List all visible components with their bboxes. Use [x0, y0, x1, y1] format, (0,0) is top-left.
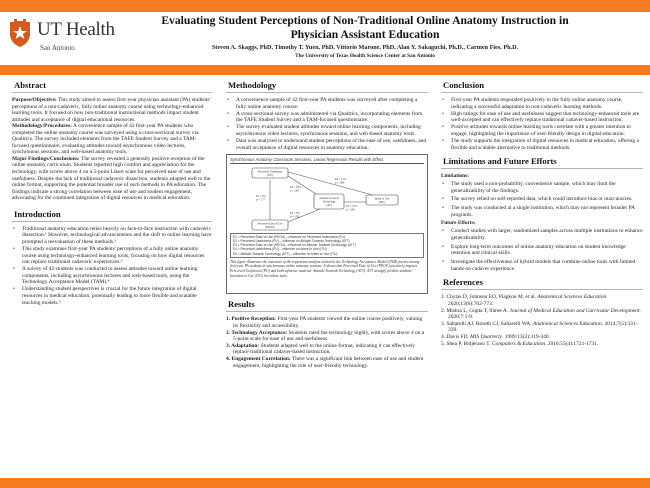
- header-accent-bar: [0, 65, 650, 75]
- list-item: • High ratings for ease of use and usefulness suggest that technology-enhanced tools are well-accepted and can effectively replace traditional cadaver-based instruction.: [441, 111, 643, 124]
- svg-text:Attitude Towards: Attitude Towards: [319, 197, 339, 201]
- logo-subtitle: San Antonio: [40, 44, 75, 52]
- svg-text:p < .001: p < .001: [346, 208, 356, 212]
- future-efforts-subheading: Future Efforts:: [441, 220, 476, 227]
- svg-text:(PU): (PU): [267, 174, 273, 178]
- list-item: • Conduct studies with larger, randomized samples across multiple institutions to enhance generalizability.: [441, 228, 643, 241]
- list-item: • The study was conducted at a single institution, which may not represent broader PA programs.: [441, 205, 643, 218]
- limitations-section: [441, 156, 643, 272]
- title-block: [90, 14, 640, 59]
- svg-text:E3 = 9%: E3 = 9%: [290, 212, 300, 216]
- list-item: • Data was analyzed to understand student perceptions of the ease of use, usefulness, and overall acceptance of digital resources in anatomy education.: [226, 138, 428, 151]
- list-item: • The survey relied on self-reported data, which could introduce bias or inaccuracies.: [441, 196, 643, 203]
- list-item: • A survey of 42 students was conducted to assess attitudes toward online learning components, including asynchronous lectures and web-based tools, using the Technology Acceptance Model (TAM).⁴: [12, 266, 212, 286]
- future-efforts-list: [441, 228, 643, 272]
- abstract-heading: Abstract: [12, 80, 212, 93]
- legend-item: E1 = Perceived Ease of Use (PEOU) – influence on Perceived Usefulness (PU): [233, 235, 345, 240]
- svg-text:(ITU): (ITU): [378, 201, 386, 205]
- middle-column: [226, 80, 428, 374]
- legend-item: E4 = Perceived Usefulness (PU) – influence on Intent to Use (ITU): [233, 247, 327, 252]
- methods-text: A convenience sample of 42 first-year PA students who completed the online anatomy course was surveyed using a cross-sectional survey via Qualtrics. The survey included elements from the TAFE Student Survey and a TAM-focused questionnaire, evaluating attitudes toward asynchronous video lectures, synchronous sessions, and web-based anatomy tools.: [12, 123, 199, 156]
- conclusion-list: [441, 97, 643, 151]
- legend-item: E3 = Perceived Ease of Use (PEOU) – influence on Attitude Towards Technology (ATT): [233, 243, 356, 248]
- authors: Steven A. Skaggs, PhD, Timothy T. Yuen, PhD, Vittorio Marone, PhD, Alan Y. Sakaguchi, Ph.D., Carmen Fies, Ph.D.: [211, 44, 519, 51]
- introduction-section: [12, 209, 212, 306]
- institution: The University of Texas Health Science Center at San Antonio: [295, 53, 435, 59]
- svg-text:E5 = 57%: E5 = 57%: [346, 205, 358, 209]
- list-item: • The study supports the integration of digital resources in medical education, offering a flexible and scalable alternative to traditional methods.: [441, 138, 643, 151]
- reference-item: 5. Shea P, Bidjerano T. Computers & Education. 2010;55(4):1721-1731.: [441, 341, 599, 348]
- purpose-text: This study aimed to assess first-year physician assistant (PA) students' perceptions of a non-cadaveric, fully online anatomy course using technology-enhanced learning tools. It focused on how non-traditional instructional methods impact student attitudes and acceptance of digital educational resources.: [12, 97, 211, 123]
- poster-header: [0, 12, 650, 65]
- results-heading: Results: [226, 299, 428, 312]
- list-item: • The study used a non-probability, convenience sample, which may limit the generalizability of the findings.: [441, 181, 643, 194]
- limitations-list: [441, 181, 643, 218]
- legend-item: E5 = Attitude Towards Technology (ATT) – influence on Intent to Use (ITU): [233, 251, 338, 256]
- methodology-heading: Methodology: [226, 80, 428, 93]
- figure-caption: This figure illustrates the outcomes of the regression analysis related to the Technology Acceptance Model (TAM) factors among first-year PA students in synchronous online anatomy sessions. It shows that Perceived Ease of Use (PEOU) positively impacts Perceived Usefulness (PU) and both influence students' Attitude Towards Technology (ATT). ATT strongly predicts students' Intention to Use (ITU) the online tools.: [230, 259, 420, 278]
- references-section: [441, 277, 643, 348]
- node-pu: [252, 168, 288, 178]
- reference-item: 4. Davis FD. MIS Quarterly. 1989;13(3):319-340.: [441, 334, 550, 341]
- ut-health-logo: [6, 16, 115, 58]
- findings-label: Major Findings/Conclusions:: [12, 155, 80, 162]
- svg-text:E2 = 63%: E2 = 63%: [290, 186, 302, 190]
- reference-item: 1. Chytas D, Johnson EO, Piagkou M, et al. Anatomical Sciences Education. 2020;13(6):762-773.: [441, 294, 608, 307]
- list-item: 3. Adaptation: Students adapted well to the online format, indicating it can effectively replace traditional cadaver-based instruction.: [226, 342, 415, 356]
- svg-text:p = .006: p = .006: [335, 181, 345, 185]
- svg-text:E4 = 17%: E4 = 17%: [335, 178, 347, 182]
- abstract-body: [12, 97, 212, 202]
- list-item: • Explore long-term outcomes of online anatomy education on student knowledge retention and clinical skills.: [441, 244, 643, 257]
- svg-text:E1 = 4%: E1 = 4%: [256, 195, 266, 199]
- node-peou: [252, 220, 288, 230]
- list-item: 1. Positive Reception: First-year PA students viewed the online course positively, valuing its flexibility and accessibility.: [226, 316, 423, 329]
- list-item: • Understanding student perspectives is crucial for the future integration of digital resources in medical education, potentially leading to more flexible and scalable teaching models.⁵: [12, 286, 212, 306]
- reference-item: 2. Mishra L, Gupta T, Shree A. Journal of Medical Education and Curricular Development. 2020;7:1-9.: [441, 307, 641, 321]
- svg-text:p = .050: p = .050: [290, 215, 300, 219]
- figure-legend: [230, 233, 424, 257]
- list-item: • A cross-sectional survey was administered via Qualtrics, incorporating elements from the TAFE Student Survey and a TAM-focused questionnaire.: [226, 111, 428, 124]
- list-item: • A convenience sample of 42 first-year PA students was surveyed after completing a fully online anatomy course.: [226, 97, 428, 110]
- figure-title: Synchronous Anatomy Classroom Sessions, Linear Regression Results with Effect: [230, 157, 424, 164]
- logo-wordmark: UT Health: [37, 19, 115, 40]
- list-item: • Investigate the effectiveness of hybrid models that combine online tools with limited hands-on cadaver experience.: [441, 259, 643, 272]
- references-list: [441, 294, 643, 348]
- list-item: • The survey evaluated student attitudes toward online learning components, including asynchronous video lectures, synchronous sessions, and web-based anatomy tools.: [226, 124, 428, 137]
- methodology-list: [226, 97, 428, 151]
- results-list: [226, 316, 428, 369]
- svg-text:Technology: Technology: [322, 200, 336, 204]
- node-itu: [366, 195, 398, 205]
- svg-text:(PEOU): (PEOU): [265, 226, 275, 230]
- findings-text: The survey revealed a generally positive reception of the online anatomy curriculum. Students reported high comfort and appreciation for the technology, with scores above 4 on a 5-point Likert scale for perceived ease of use and usefulness. Despite the lack of traditional cadaveric dissection, students adapted well to the online format, supporting the potential broader use of such methods in PA education. The findings indicate a strong correlation between ease of use and student engagement, advocating for the continued integration of digital resources in medical education.: [12, 155, 211, 202]
- introduction-heading: Introduction: [12, 209, 212, 222]
- svg-text:p < .001: p < .001: [290, 189, 300, 193]
- left-column: [12, 80, 212, 311]
- node-att: [314, 194, 344, 209]
- list-item: 2. Technology Acceptance: Students rated the technology highly, with scores above 4 on a 5-point scale for ease of use and usefulness.: [226, 329, 425, 343]
- tam-path-diagram: [230, 164, 426, 232]
- regression-figure: [226, 154, 428, 294]
- limitations-subheading: Limitations:: [441, 173, 469, 180]
- poster-title: [90, 14, 640, 41]
- methods-label: Methodology/Procedures:: [12, 123, 72, 130]
- legend-item: E2 = Perceived Usefulness (PU) – influence on Attitude Towards Technology (ATT): [233, 239, 350, 244]
- reference-item: 3. Saltarelli AJ, Roseth CJ, Saltarelli WA. Anatomical Sciences Education. 2014;7(5):331-339.: [441, 320, 638, 334]
- list-item: • This study examines first-year PA students' perceptions of a fully online anatomy course using technology-enhanced learning tools, focusing on how digital resources can replace traditional cadaveric experiences.³: [12, 246, 212, 266]
- references-heading: References: [441, 277, 643, 290]
- abstract-section: [12, 80, 212, 202]
- list-item: • Traditional anatomy education relies heavily on face-to-face instruction with cadaveric dissection.¹ However, technological advancements and the shift to online learning have prompted a reevaluation of these methods.²: [12, 226, 212, 246]
- svg-text:(AT): (AT): [326, 204, 332, 208]
- conclusion-heading: Conclusion: [441, 80, 643, 93]
- conclusion-section: [441, 80, 643, 151]
- list-item: • First-year PA students responded positively to the fully online anatomy course, indicating a successful adaptation to non-cadaveric learning methods.: [441, 97, 643, 110]
- top-accent-bar: [0, 0, 650, 12]
- title-line-1: Evaluating Student Perceptions of Non-Traditional Online Anatomy Instruction in: [161, 14, 569, 27]
- introduction-list: [12, 226, 212, 306]
- footer-accent-bar: [0, 478, 650, 488]
- purpose-label: Purpose/Objective:: [12, 97, 57, 103]
- methodology-section: [226, 80, 428, 294]
- right-column: [441, 80, 643, 353]
- title-line-2: Physician Assistant Education: [290, 27, 440, 41]
- list-item: 4. Engagement Correlation: There was a significant link between ease of use and student engagement, highlighting the role of user-friendly technology.: [226, 356, 424, 369]
- svg-text:Perceived Usefulness: Perceived Usefulness: [258, 170, 282, 174]
- svg-text:Intent to Use: Intent to Use: [374, 197, 390, 201]
- shield-star-icon: [8, 18, 32, 48]
- limitations-heading: Limitations and Future Efforts: [441, 156, 643, 169]
- list-item: • Positive attitudes towards online learning tools correlate with a greater intention to engage, highlighting the importance of user-friendly design in digital education.: [441, 124, 643, 137]
- svg-text:Perceived Ease of Use: Perceived Ease of Use: [257, 222, 283, 226]
- results-section: [226, 299, 428, 369]
- svg-text:p = .177: p = .177: [256, 198, 266, 202]
